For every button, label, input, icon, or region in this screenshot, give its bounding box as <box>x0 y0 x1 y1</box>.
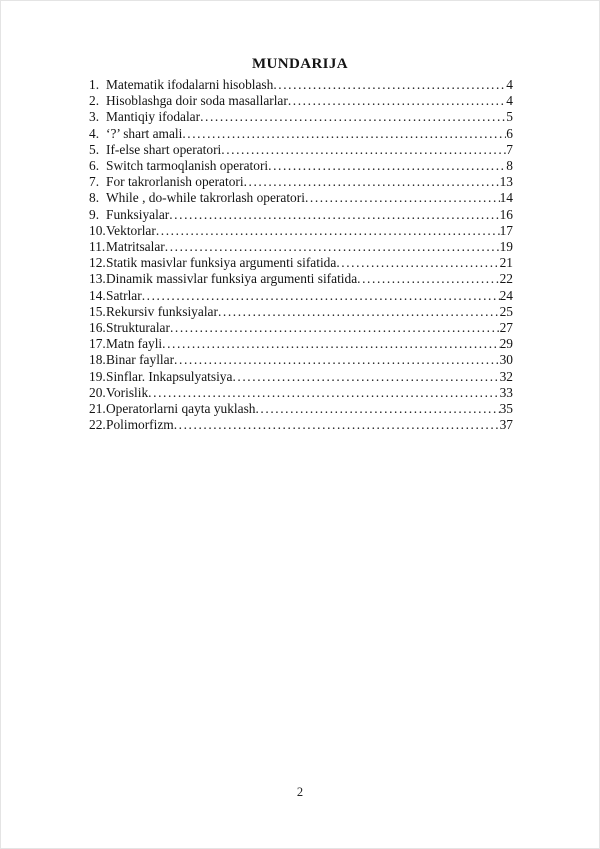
toc-row <box>89 369 513 385</box>
toc-row <box>89 385 513 401</box>
toc-item-page: 4 <box>506 93 513 109</box>
toc-item-label: Vektorlar <box>106 222 156 238</box>
toc-row <box>89 77 513 93</box>
toc-row <box>89 288 513 304</box>
toc-list <box>89 77 513 433</box>
toc-item-number: 22. <box>89 417 106 433</box>
toc-item-number: 3. <box>89 109 100 125</box>
dot-leader <box>200 109 506 125</box>
toc-item-page: 24 <box>499 287 513 303</box>
toc-item-label: Dinamik massivlar funksiya argumenti sifatida <box>106 271 358 287</box>
toc-item-page: 21 <box>499 255 513 271</box>
toc-item-number: 10. <box>89 222 106 238</box>
toc-item-label: Matematik ifodalarni hisoblash <box>106 77 274 92</box>
toc-row <box>89 417 513 433</box>
dot-leader <box>174 352 500 368</box>
toc-item-number: 8. <box>89 190 100 206</box>
toc-row <box>89 109 513 125</box>
toc-item-page: 5 <box>506 109 513 125</box>
dot-leader <box>169 207 499 223</box>
toc-row <box>89 142 513 158</box>
dot-leader <box>174 417 500 433</box>
dot-leader <box>156 223 500 239</box>
toc-item-label: Statik masivlar funksiya argumenti sifatida <box>106 255 337 271</box>
toc-item-label: While , do-while takrorlash operatori <box>106 190 305 206</box>
toc-title: MUNDARIJA <box>251 56 349 72</box>
toc-item-number: 6. <box>89 158 100 174</box>
toc-item-label: Matritsalar <box>106 239 165 255</box>
toc-row <box>89 352 513 368</box>
footer-page-number: 2 <box>296 785 304 799</box>
toc-item-page: 14 <box>499 190 513 206</box>
toc-item-label: Binar fayllar <box>106 352 175 368</box>
toc-row <box>89 320 513 336</box>
toc-item-number: 9. <box>89 206 100 222</box>
toc-item-page: 13 <box>499 174 513 190</box>
toc-item-page: 35 <box>499 401 513 417</box>
toc-row <box>89 158 513 174</box>
dot-leader <box>305 190 500 206</box>
toc-row <box>89 336 513 352</box>
toc-item-number: 21. <box>89 401 106 417</box>
toc-item-page: 6 <box>506 125 513 141</box>
dot-leader <box>221 142 506 158</box>
toc-item-number: 5. <box>89 141 100 157</box>
toc-item-label: Polimorfizm <box>106 417 174 433</box>
toc-row <box>89 174 513 190</box>
toc-item-page: 7 <box>506 141 513 157</box>
toc-item-label: Strukturalar <box>106 320 170 336</box>
toc-item-label: Operatorlarni qayta yuklash <box>106 401 256 417</box>
toc-row <box>89 271 513 287</box>
toc-item-number: 7. <box>89 174 100 190</box>
toc-item-page: 19 <box>499 239 513 255</box>
toc-item-number: 18. <box>89 352 106 368</box>
toc-item-number: 2. <box>89 93 100 109</box>
toc-item-label: If-else shart operatori <box>106 141 222 157</box>
toc-item-label: Matn fayli <box>106 336 163 352</box>
toc-item-page: 29 <box>499 336 513 352</box>
toc-item-label: Rekursiv funksiyalar <box>106 303 218 319</box>
dot-leader <box>170 320 500 336</box>
toc-row <box>89 207 513 223</box>
toc-item-label: For takrorlanish operatori <box>106 174 244 190</box>
toc-row <box>89 304 513 320</box>
toc-item-number: 4. <box>89 125 100 141</box>
dot-leader <box>268 158 506 174</box>
toc-item-page: 17 <box>499 222 513 238</box>
dot-leader <box>357 271 499 287</box>
toc-item-number: 15. <box>89 303 106 319</box>
toc-item-number: 17. <box>89 336 106 352</box>
dot-leader <box>182 126 506 142</box>
toc-item-page: 37 <box>499 417 513 433</box>
toc-item-number: 12. <box>89 255 106 271</box>
toc-row <box>89 190 513 206</box>
toc-item-page: 33 <box>499 384 513 400</box>
toc-item-label: Satrlar <box>106 287 142 303</box>
toc-item-page: 25 <box>499 303 513 319</box>
toc-row <box>89 223 513 239</box>
toc-row <box>89 255 513 271</box>
toc-item-label: Vorislik <box>106 384 149 400</box>
dot-leader <box>288 93 506 109</box>
toc-item-page: 8 <box>506 158 513 174</box>
dot-leader <box>255 401 499 417</box>
dot-leader <box>218 304 500 320</box>
toc-item-page: 30 <box>499 352 513 368</box>
toc-item-page: 27 <box>499 320 513 336</box>
dot-leader <box>142 288 500 304</box>
toc-item-label: Sinflar. Inkapsulyatsiya <box>106 368 233 384</box>
toc-row <box>89 401 513 417</box>
dot-leader <box>165 239 500 255</box>
dot-leader <box>244 174 500 190</box>
dot-leader <box>232 369 499 385</box>
toc-item-number: 13. <box>89 271 106 287</box>
toc-item-page: 16 <box>499 206 513 222</box>
toc-item-label: Switch tarmoqlanish operatori <box>106 158 269 174</box>
toc-item-label: Funksiyalar <box>106 206 170 222</box>
dot-leader <box>148 385 499 401</box>
toc-item-number: 16. <box>89 320 106 336</box>
toc-item-page: 32 <box>499 368 513 384</box>
toc-row <box>89 239 513 255</box>
toc-item-page: 22 <box>499 271 513 287</box>
toc-item-label: Hisoblashga doir soda masallarlar <box>106 93 288 109</box>
toc-item-number: 19. <box>89 368 106 384</box>
toc-item-number: 11. <box>89 239 106 255</box>
toc-item-number: 20. <box>89 384 106 400</box>
toc-item-number: 1. <box>89 77 100 92</box>
toc-row <box>89 93 513 109</box>
toc-item-page: 4 <box>506 77 513 92</box>
toc-item-label: ‘?’ shart amali <box>106 125 183 141</box>
toc-row <box>89 126 513 142</box>
toc-item-label: Mantiqiy ifodalar <box>106 109 201 125</box>
dot-leader <box>336 255 499 271</box>
dot-leader <box>273 77 506 93</box>
dot-leader <box>162 336 499 352</box>
toc-item-number: 14. <box>89 287 106 303</box>
